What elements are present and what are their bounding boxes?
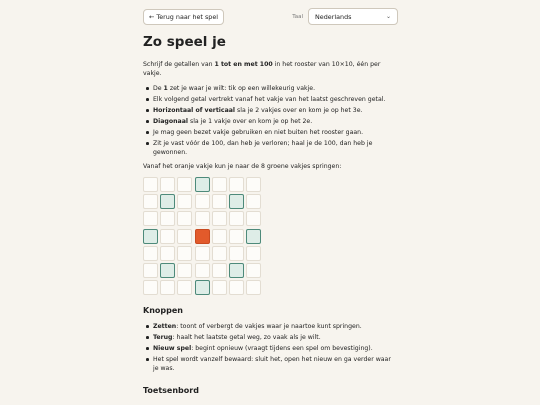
target-cell [246, 229, 261, 244]
intro-post: in het rooster van 10×10, één per vakje. [143, 61, 381, 77]
board-cell [195, 211, 210, 226]
board-cell [160, 229, 175, 244]
page-title: Zo speel je [143, 34, 226, 50]
button-help-bold: Terug [153, 334, 173, 342]
board-cell [177, 263, 192, 278]
rule-item [153, 95, 398, 104]
rule-item [153, 128, 398, 137]
board-cell [160, 246, 175, 261]
button-help-item [153, 344, 398, 353]
board-cell [143, 280, 158, 295]
board-cell [177, 211, 192, 226]
board-cell [246, 177, 261, 192]
intro-bold: 1 tot en met 100 [214, 61, 273, 68]
target-cell [195, 280, 210, 295]
topbar [143, 8, 398, 25]
rule-item [153, 106, 398, 115]
language-value: Nederlands [315, 12, 352, 21]
board-cell [177, 280, 192, 295]
grid-caption: Vanaf het oranje vakje kun je naar de 8 groene vakjes springen: [143, 163, 342, 170]
buttons-list [143, 322, 398, 373]
board-cell [246, 280, 261, 295]
board-cell [212, 263, 227, 278]
board-cell [246, 211, 261, 226]
rule-item [153, 117, 398, 126]
help-page [143, 8, 398, 396]
rules-list [143, 84, 398, 157]
rule-bold: 1 [163, 85, 168, 92]
board-cell [143, 194, 158, 209]
board-cell [177, 194, 192, 209]
rule-item [153, 139, 398, 157]
target-cell [143, 229, 158, 244]
language-picker [292, 8, 398, 25]
button-help-post: : begint opnieuw (vraagt tijdens een spel om bevestiging). [191, 345, 373, 353]
board-cell [246, 263, 261, 278]
target-cell [160, 194, 175, 209]
rule-post: Zit je vast vóór de 100, dan heb je verloren; haal je de 100, dan heb je gewonnen. [153, 140, 373, 156]
board-cell [246, 194, 261, 209]
button-help-post: : haalt het laatste getal weg, zo vaak als je wilt. [172, 334, 321, 342]
target-cell [229, 263, 244, 278]
keyboard-section-title: Toetsenbord [143, 386, 199, 396]
rule-post: sla je 2 vakjes over en kom je op het 3e. [235, 107, 363, 114]
intro-text [143, 60, 398, 78]
intro-pre: Schrijf de getallen van [143, 61, 215, 68]
back-to-game-button[interactable]: ← Terug naar het spel [143, 9, 224, 25]
target-cell [195, 177, 210, 192]
board-cell [212, 280, 227, 295]
board-cell [212, 229, 227, 244]
button-help-bold: Zetten [153, 323, 177, 331]
rule-post: sla je 1 vakje over en kom je op het 2e. [188, 118, 313, 125]
board-cell [160, 211, 175, 226]
buttons-section-title: Knoppen [143, 306, 183, 316]
board-cell [229, 229, 244, 244]
rule-post: Je mag geen bezet vakje gebruiken en niet buiten het rooster gaan. [153, 129, 364, 136]
button-help-post: Het spel wordt vanzelf bewaard: sluit het, open het nieuw en ga verder waar je was. [153, 356, 391, 373]
board-cell [160, 177, 175, 192]
board-cell [143, 177, 158, 192]
button-help-item [153, 333, 398, 342]
language-select[interactable] [308, 8, 398, 25]
rule-post: zet je waar je wilt: tik op een willekeurig vakje. [167, 85, 316, 92]
board-cell [177, 229, 192, 244]
board-cell [229, 177, 244, 192]
board-cell [229, 246, 244, 261]
board-cell [143, 246, 158, 261]
origin-cell [195, 229, 210, 244]
board-cell [177, 177, 192, 192]
target-cell [229, 194, 244, 209]
button-help-item [153, 322, 398, 331]
rule-item [153, 84, 398, 93]
target-cell [160, 263, 175, 278]
rule-pre: De [153, 85, 164, 92]
button-help-bold: Nieuw spel [153, 345, 192, 353]
board-cell [143, 211, 158, 226]
board-cell [195, 246, 210, 261]
chevron-down-icon: ⌄ [385, 13, 391, 20]
board-cell [212, 194, 227, 209]
button-help-post: : toont of verbergt de vakjes waar je naartoe kunt springen. [176, 323, 362, 331]
example-board [143, 177, 398, 295]
board-cell [229, 280, 244, 295]
board-cell [160, 280, 175, 295]
rule-bold: Horizontaal of verticaal [153, 107, 236, 114]
language-label: Taal [292, 13, 303, 20]
board-cell [143, 263, 158, 278]
rule-post: Elk volgend getal vertrekt vanaf het vakje van het laatst geschreven getal. [153, 96, 386, 103]
board-cell [212, 211, 227, 226]
board-cell [246, 246, 261, 261]
board-cell [212, 246, 227, 261]
board-cell [212, 177, 227, 192]
rule-bold: Diagonaal [153, 118, 188, 125]
board-cell [195, 263, 210, 278]
board-cell [177, 246, 192, 261]
board-cell [229, 211, 244, 226]
button-help-item [153, 355, 398, 373]
board-cell [195, 194, 210, 209]
